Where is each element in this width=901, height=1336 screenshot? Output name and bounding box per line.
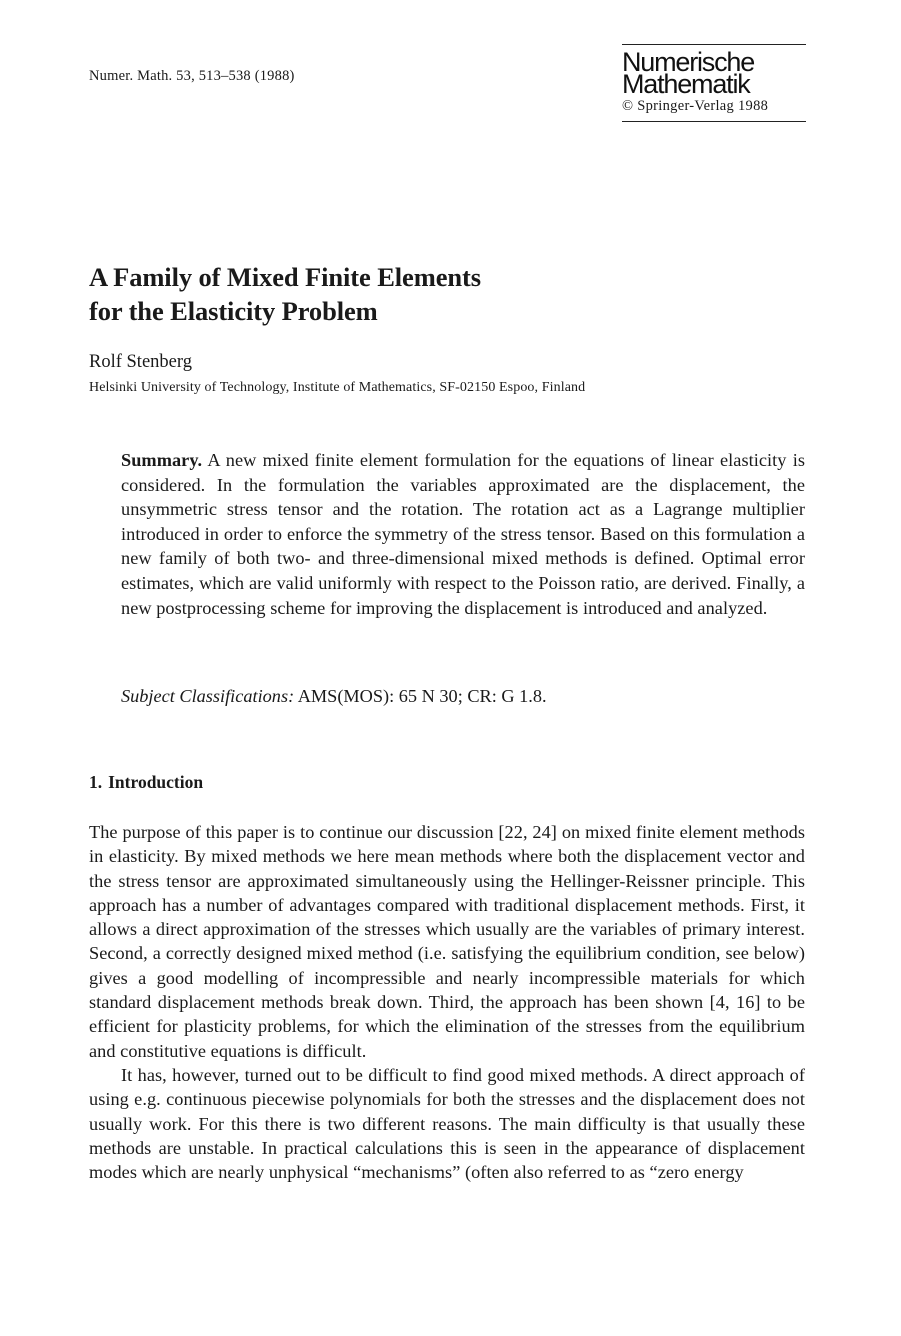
copyright-notice: © Springer-Verlag 1988 — [622, 98, 769, 114]
title-line-1: A Family of Mixed Finite Elements — [89, 262, 481, 292]
journal-citation: Numer. Math. 53, 513–538 (1988) — [89, 68, 295, 84]
section-number: 1. — [89, 772, 103, 792]
journal-name-line-2: Mathematik — [622, 69, 750, 99]
paper-title — [89, 260, 481, 328]
summary-label: Summary. — [121, 450, 203, 470]
section-title: Introduction — [108, 772, 204, 792]
introduction-body — [89, 820, 805, 1184]
subject-classifications-value: AMS(MOS): 65 N 30; CR: G 1.8. — [297, 686, 547, 706]
journal-masthead — [622, 44, 806, 122]
author-affiliation: Helsinki University of Technology, Institute of Mathematics, SF-02150 Espoo, Finland — [89, 380, 586, 395]
section-heading-introduction — [89, 772, 203, 793]
summary-abstract — [121, 448, 805, 620]
summary-text: A new mixed finite element formulation for the equations of linear elasticity is considered. In the formulation the variables approximated are the displacement, the unsymmetric stress tensor and the rotation. The rotation act as a Lagrange multiplier introduced in order to enforce the symmetry of the stress tensor. Based on this formulation a new family of both two- and three-dimensional mixed methods is defined. Optimal error estimates, which are valid uniformly with respect to the Poisson ratio, are derived. Finally, a new postprocessing scheme for improving the displacement is introduced and analyzed. — [121, 450, 805, 618]
masthead-bottom-rule — [622, 121, 806, 122]
author-name: Rolf Stenberg — [89, 352, 192, 372]
journal-name — [622, 47, 806, 99]
subject-classifications — [121, 686, 547, 707]
title-line-2: for the Elasticity Problem — [89, 296, 378, 326]
intro-paragraph-1: The purpose of this paper is to continue our discussion [22, 24] on mixed finite element methods in elasticity. By mixed methods we here mean methods where both the displacement vector and the stress tensor are approximated simultaneously using the Hellinger-Reissner principle. This approach has a number of advantages compared with traditional displacement methods. First, it allows a direct approximation of the stresses which usually are the variables of primary interest. Second, a correctly designed mixed method (i.e. satisfying the equilibrium condition, see below) gives a good modelling of incompressible and nearly incompressible materials for which standard displacement methods break down. Third, the approach has been shown [4, 16] to be efficient for plasticity problems, for which the elimination of the stresses from the equilibrium and constitutive equations is difficult. — [89, 822, 805, 1061]
intro-paragraph-2: It has, however, turned out to be difficult to find good mixed methods. A direct approach of using e.g. continuous piecewise polynomials for both the stresses and the displacement does not usually work. For this there is two different reasons. The main difficulty is that usually these methods are unstable. In practical calculations this is seen in the appearance of displacement modes which are nearly unphysical “mechanisms” (often also referred to as “zero energy — [89, 1064, 805, 1183]
masthead-top-rule — [622, 44, 806, 45]
subject-classifications-label: Subject Classifications: — [121, 686, 295, 706]
journal-name-line-1: Numerische — [622, 47, 755, 77]
